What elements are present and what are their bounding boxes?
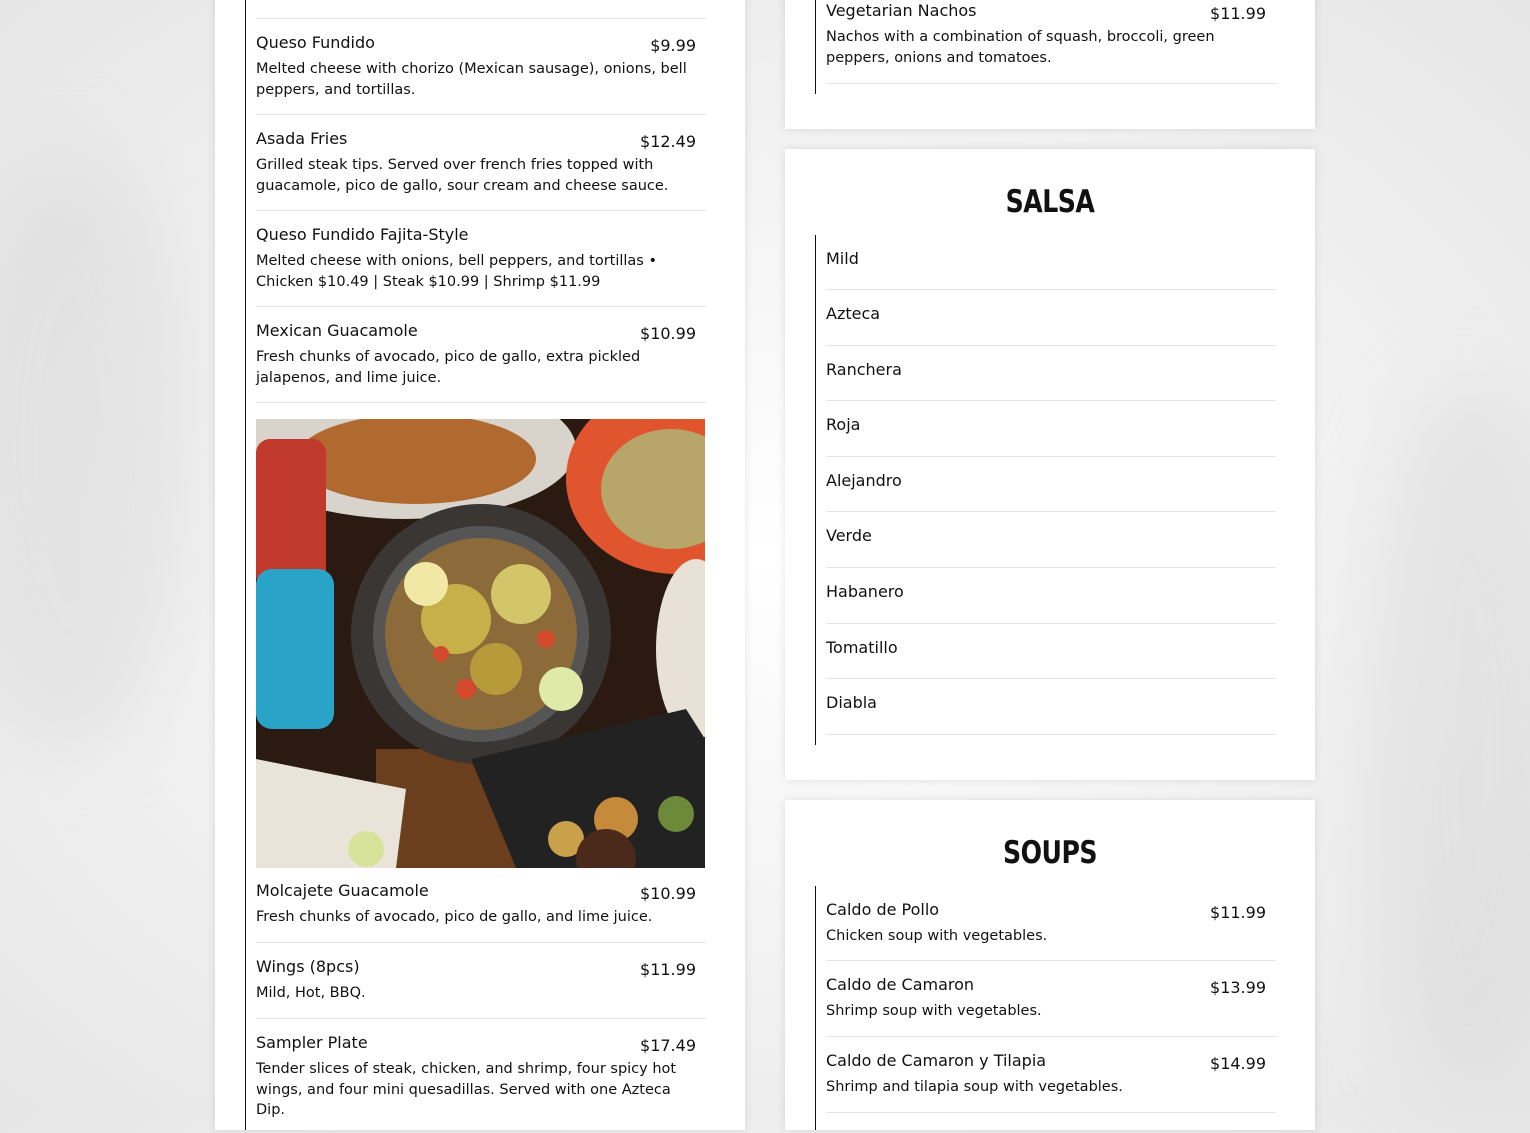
salsa-item: Roja (826, 415, 1276, 457)
item-name: Caldo de Camaron y Tilapia (826, 1051, 1047, 1070)
item-description: Grilled steak tips. Served over french fries topped with guacamole, pico de gallo, sour cream and cheese sauce. (256, 157, 669, 194)
item-price: $11.99 (1210, 4, 1266, 23)
item-name: Asada Fries (256, 129, 348, 148)
item-price: $11.99 (1210, 903, 1266, 922)
menu-item-asada-fries (256, 129, 706, 211)
item-name: Sampler Plate (256, 1033, 368, 1052)
nachos-list (815, 0, 1276, 94)
menu-item-caldo-de-camaron (826, 975, 1276, 1037)
salsa-item: Tomatillo (826, 638, 1276, 679)
menu-item-molcajete-guacamole (256, 881, 706, 943)
salsa-card (785, 149, 1315, 780)
salsa-item: Ranchera (826, 360, 1276, 401)
salsa-item: Diabla (826, 693, 1276, 735)
item-description: Melted cheese with onions, bell peppers, and tortillas • Chicken $10.49 | Steak $10.99 | Shrimp $11.99 (256, 253, 658, 290)
item-description: Mild, Hot, BBQ. (256, 985, 366, 1001)
item-price: $13.99 (1210, 978, 1266, 997)
soups-card (785, 800, 1315, 1130)
item-description: Chicken soup with vegetables. (826, 928, 1048, 944)
salsa-item: Mild (826, 249, 1276, 290)
salsa-item: Alejandro (826, 471, 1276, 512)
item-name: Caldo de Pollo (826, 900, 940, 919)
menu-item-mexican-guacamole (256, 321, 706, 403)
guacamole-photo (256, 419, 705, 868)
salsa-item: Verde (826, 526, 1276, 568)
salsa-list (815, 235, 1276, 745)
item-description: Shrimp soup with vegetables. (826, 1003, 1042, 1019)
menu-item-wings (256, 957, 706, 1019)
item-price: $10.99 (640, 884, 696, 903)
section-title: SOUPS (1002, 834, 1098, 871)
item-price: $9.99 (650, 36, 696, 55)
salsa-item: Habanero (826, 582, 1276, 624)
item-name: Queso Fundido (256, 33, 375, 52)
item-price: $12.49 (640, 132, 696, 151)
menu-item-queso-fundido-fajita (256, 225, 706, 307)
appetizers-list (245, 0, 706, 1130)
menu-item-queso-fundido (256, 33, 706, 115)
item-description: Melted cheese with chorizo (Mexican sausage), onions, bell peppers, and tortillas. (256, 61, 687, 98)
item-description: Tender slices of steak, chicken, and shrimp, four spicy hot wings, and four mini quesadillas. Served with one Azteca Dip. (256, 1061, 677, 1118)
menu-item-caldo-de-pollo (826, 900, 1276, 961)
food-photo-illustration (256, 419, 705, 868)
item-price: $17.49 (640, 1036, 696, 1055)
item-description: Fresh chunks of avocado, pico de gallo, extra pickled jalapenos, and lime juice. (256, 349, 641, 386)
item-price: $14.99 (1210, 1054, 1266, 1073)
section-title: SALSA (1005, 183, 1095, 220)
nachos-card (785, 0, 1315, 129)
item-name: Mexican Guacamole (256, 321, 418, 340)
item-price: $10.99 (640, 324, 696, 343)
item-name: Caldo de Camaron (826, 975, 975, 994)
item-description: Fresh chunks of avocado, pico de gallo, and lime juice. (256, 909, 653, 925)
item-price: $11.99 (640, 960, 696, 979)
appetizers-card (215, 0, 745, 1130)
item-description: Shrimp and tilapia soup with vegetables. (826, 1079, 1123, 1095)
salsa-item: Azteca (826, 304, 1276, 346)
item-name: Molcajete Guacamole (256, 881, 429, 900)
item-name: Queso Fundido Fajita-Style (256, 225, 469, 244)
soups-list (815, 886, 1276, 1130)
item-name: Wings (8pcs) (256, 957, 360, 976)
menu-item-vegetarian-nachos (826, 1, 1276, 84)
item-description: Nachos with a combination of squash, broccoli, green peppers, onions and tomatoes. (826, 29, 1215, 66)
item-name: Vegetarian Nachos (826, 1, 977, 20)
menu-item-caldo-de-camaron-y-tilapia (826, 1051, 1276, 1113)
menu-item-sampler-plate (256, 1033, 706, 1133)
menu-item-divider (256, 0, 706, 19)
